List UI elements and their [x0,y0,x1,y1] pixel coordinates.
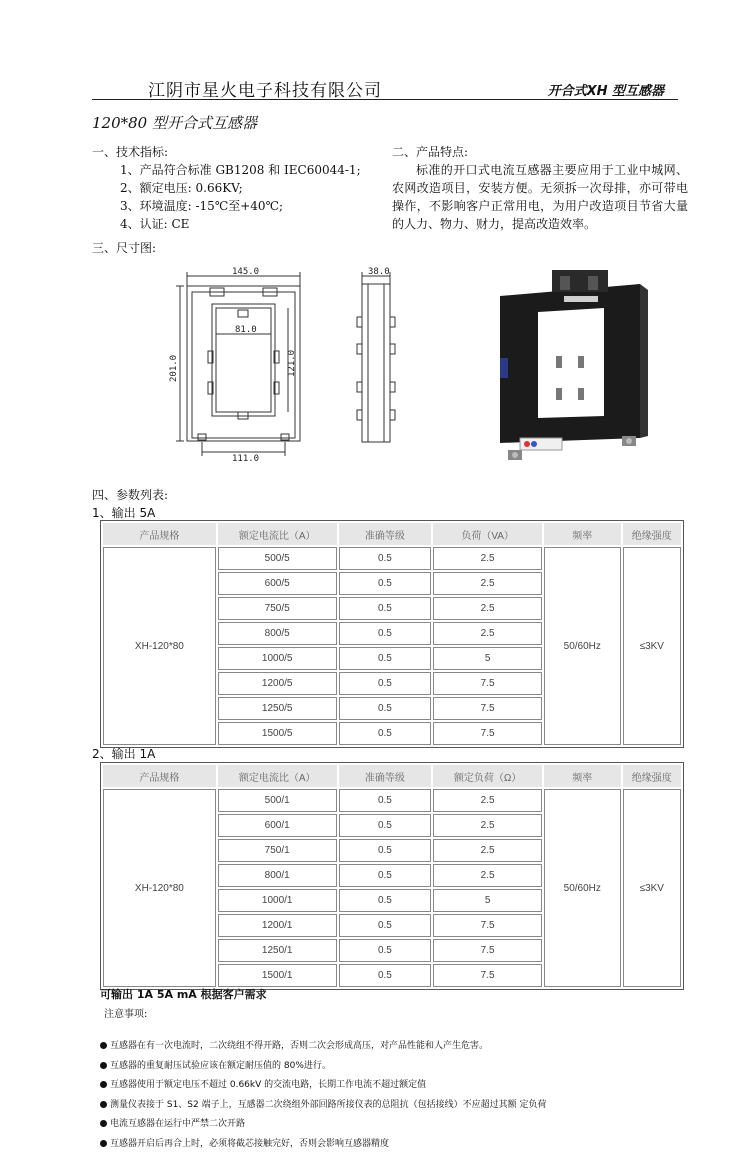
tech-spec-heading: 一、技术指标: [92,145,169,159]
table-header: 产品规格 [103,523,216,545]
model-cell: XH-120*80 [103,789,216,987]
ratio-cell: 800/1 [218,864,337,887]
table-header: 频率 [544,765,621,787]
ratio-cell: 600/5 [218,572,337,595]
model-cell: XH-120*80 [103,547,216,745]
table-header: 额定电流比（A） [218,523,337,545]
ratio-cell: 600/1 [218,814,337,837]
dimension-drawing [150,262,410,462]
bullet-icon [100,1062,107,1069]
table-header: 额定负荷（Ω） [433,765,542,787]
class-cell: 0.5 [339,697,432,720]
burden-cell: 7.5 [433,914,542,937]
dim-depth: 38.0 [368,267,390,277]
ratio-cell: 750/1 [218,839,337,862]
burden-cell: 7.5 [433,964,542,987]
table1-caption: 1、输出 5A [92,506,156,520]
burden-cell: 7.5 [433,697,542,720]
list-item [100,1037,660,1057]
class-cell: 0.5 [339,864,432,887]
note-text: 互感器的重复耐压试验应该在额定耐压值的 80%进行。 [110,1060,331,1071]
dim-height-inner: 121.0 [287,349,297,377]
table-header: 准确等级 [339,523,432,545]
dimensions-heading: 三、尺寸图: [92,241,157,255]
table-header: 绝缘强度 [623,523,681,545]
document-type: 开合式XH 型互感器 [547,84,664,99]
class-cell: 0.5 [339,572,432,595]
class-cell: 0.5 [339,889,432,912]
burden-cell: 2.5 [433,864,542,887]
table-row [103,547,681,570]
table-header: 绝缘强度 [623,765,681,787]
dim-height-outer: 201.0 [169,354,179,382]
params-heading: 四、参数列表: [92,488,169,502]
burden-cell: 2.5 [433,789,542,812]
note-text: 互感器开启后再合上时，必须将截芯接触完好，否则会影响互感器精度 [110,1138,390,1149]
burden-cell: 2.5 [433,814,542,837]
bullet-icon [100,1120,107,1127]
list-item [100,1076,660,1096]
insulation-cell: ≤3KV [623,547,681,745]
ratio-cell: 800/5 [218,622,337,645]
notes-heading: 注意事项: [104,1009,148,1020]
frequency-cell: 50/60Hz [544,789,621,987]
burden-cell: 7.5 [433,939,542,962]
ratio-cell: 1500/1 [218,964,337,987]
ratio-cell: 1200/5 [218,672,337,695]
class-cell: 0.5 [339,597,432,620]
burden-cell: 7.5 [433,672,542,695]
table-row [103,789,681,812]
tech-spec-section [92,143,361,233]
class-cell: 0.5 [339,914,432,937]
class-cell: 0.5 [339,814,432,837]
bullet-icon [100,1081,107,1088]
burden-cell: 2.5 [433,547,542,570]
ratio-cell: 1500/5 [218,722,337,745]
list-item [100,1057,660,1077]
list-item [100,1135,660,1155]
burden-cell: 5 [433,889,542,912]
ratio-cell: 500/1 [218,789,337,812]
table-header: 产品规格 [103,765,216,787]
class-cell: 0.5 [339,722,432,745]
features-heading: 二、产品特点: [392,145,469,159]
table-header: 负荷（VA） [433,523,542,545]
ratio-cell: 1250/1 [218,939,337,962]
note-text: 互感器在有一次电流时，二次绕组不得开路，否则二次会形成高压，对产品性能和人产生危害。 [110,1041,489,1051]
class-cell: 0.5 [339,839,432,862]
list-item [100,1096,660,1116]
note-text: 测量仪表接于 S1、S2 端子上，互感器二次绕组外部回路所接仪表的总阻抗（包括接线）不应超过其额 定负荷 [110,1099,547,1110]
class-cell: 0.5 [339,964,432,987]
features-section [392,143,688,233]
bullet-icon [100,1140,107,1147]
output-options-note: 可输出 1A 5A mA 根据客户需求 [100,988,267,1001]
burden-cell: 2.5 [433,572,542,595]
class-cell: 0.5 [339,622,432,645]
class-cell: 0.5 [339,789,432,812]
tech-spec-item: 3、环境温度: -15℃至+40℃; [120,199,284,213]
burden-cell: 7.5 [433,722,542,745]
ratio-cell: 1000/1 [218,889,337,912]
table-output-1a [100,762,684,990]
list-item [100,1115,660,1135]
class-cell: 0.5 [339,939,432,962]
ratio-cell: 1000/5 [218,647,337,670]
table-output-5a [100,520,684,748]
burden-cell: 5 [433,647,542,670]
ratio-cell: 1200/1 [218,914,337,937]
class-cell: 0.5 [339,647,432,670]
dim-width-inner: 81.0 [235,325,257,335]
insulation-cell: ≤3KV [623,789,681,987]
ratio-cell: 1250/5 [218,697,337,720]
header-divider [92,99,678,100]
table-header: 频率 [544,523,621,545]
frequency-cell: 50/60Hz [544,547,621,745]
ratio-cell: 750/5 [218,597,337,620]
bullet-icon [100,1101,107,1108]
class-cell: 0.5 [339,547,432,570]
notes-list [100,1037,660,1154]
note-text: 电流互感器在运行中严禁二次开路 [110,1119,246,1129]
note-text: 互感器使用于额定电压不超过 0.66kV 的交流电路，长期工作电流不超过额定值 [110,1080,427,1090]
table2-caption: 2、输出 1A [92,747,156,761]
features-text: 标准的开口式电流互感器主要应用于工业中城网、农网改造项目，安装方便。无须拆一次母排，亦可带电操作，不影响客户正常用电，为用户改造项目节省大量的人力、物力、财力，提高改造效率。 [392,163,688,231]
dim-width-outer: 145.0 [232,267,260,277]
tech-spec-item: 4、认证: CE [120,217,190,231]
table-header: 准确等级 [339,765,432,787]
burden-cell: 2.5 [433,839,542,862]
ratio-cell: 500/5 [218,547,337,570]
product-title: 120*80 型开合式互感器 [92,114,257,132]
burden-cell: 2.5 [433,622,542,645]
tech-spec-item: 1、产品符合标准 GB1208 和 IEC60044-1; [120,163,361,177]
product-photo [490,268,650,473]
burden-cell: 2.5 [433,597,542,620]
class-cell: 0.5 [339,672,432,695]
bullet-icon [100,1042,107,1049]
tech-spec-item: 2、额定电压: 0.66KV; [120,181,243,195]
dim-width-bottom: 111.0 [232,454,260,462]
table-header: 额定电流比（A） [218,765,337,787]
company-name: 江阴市星火电子科技有限公司 [148,81,382,101]
